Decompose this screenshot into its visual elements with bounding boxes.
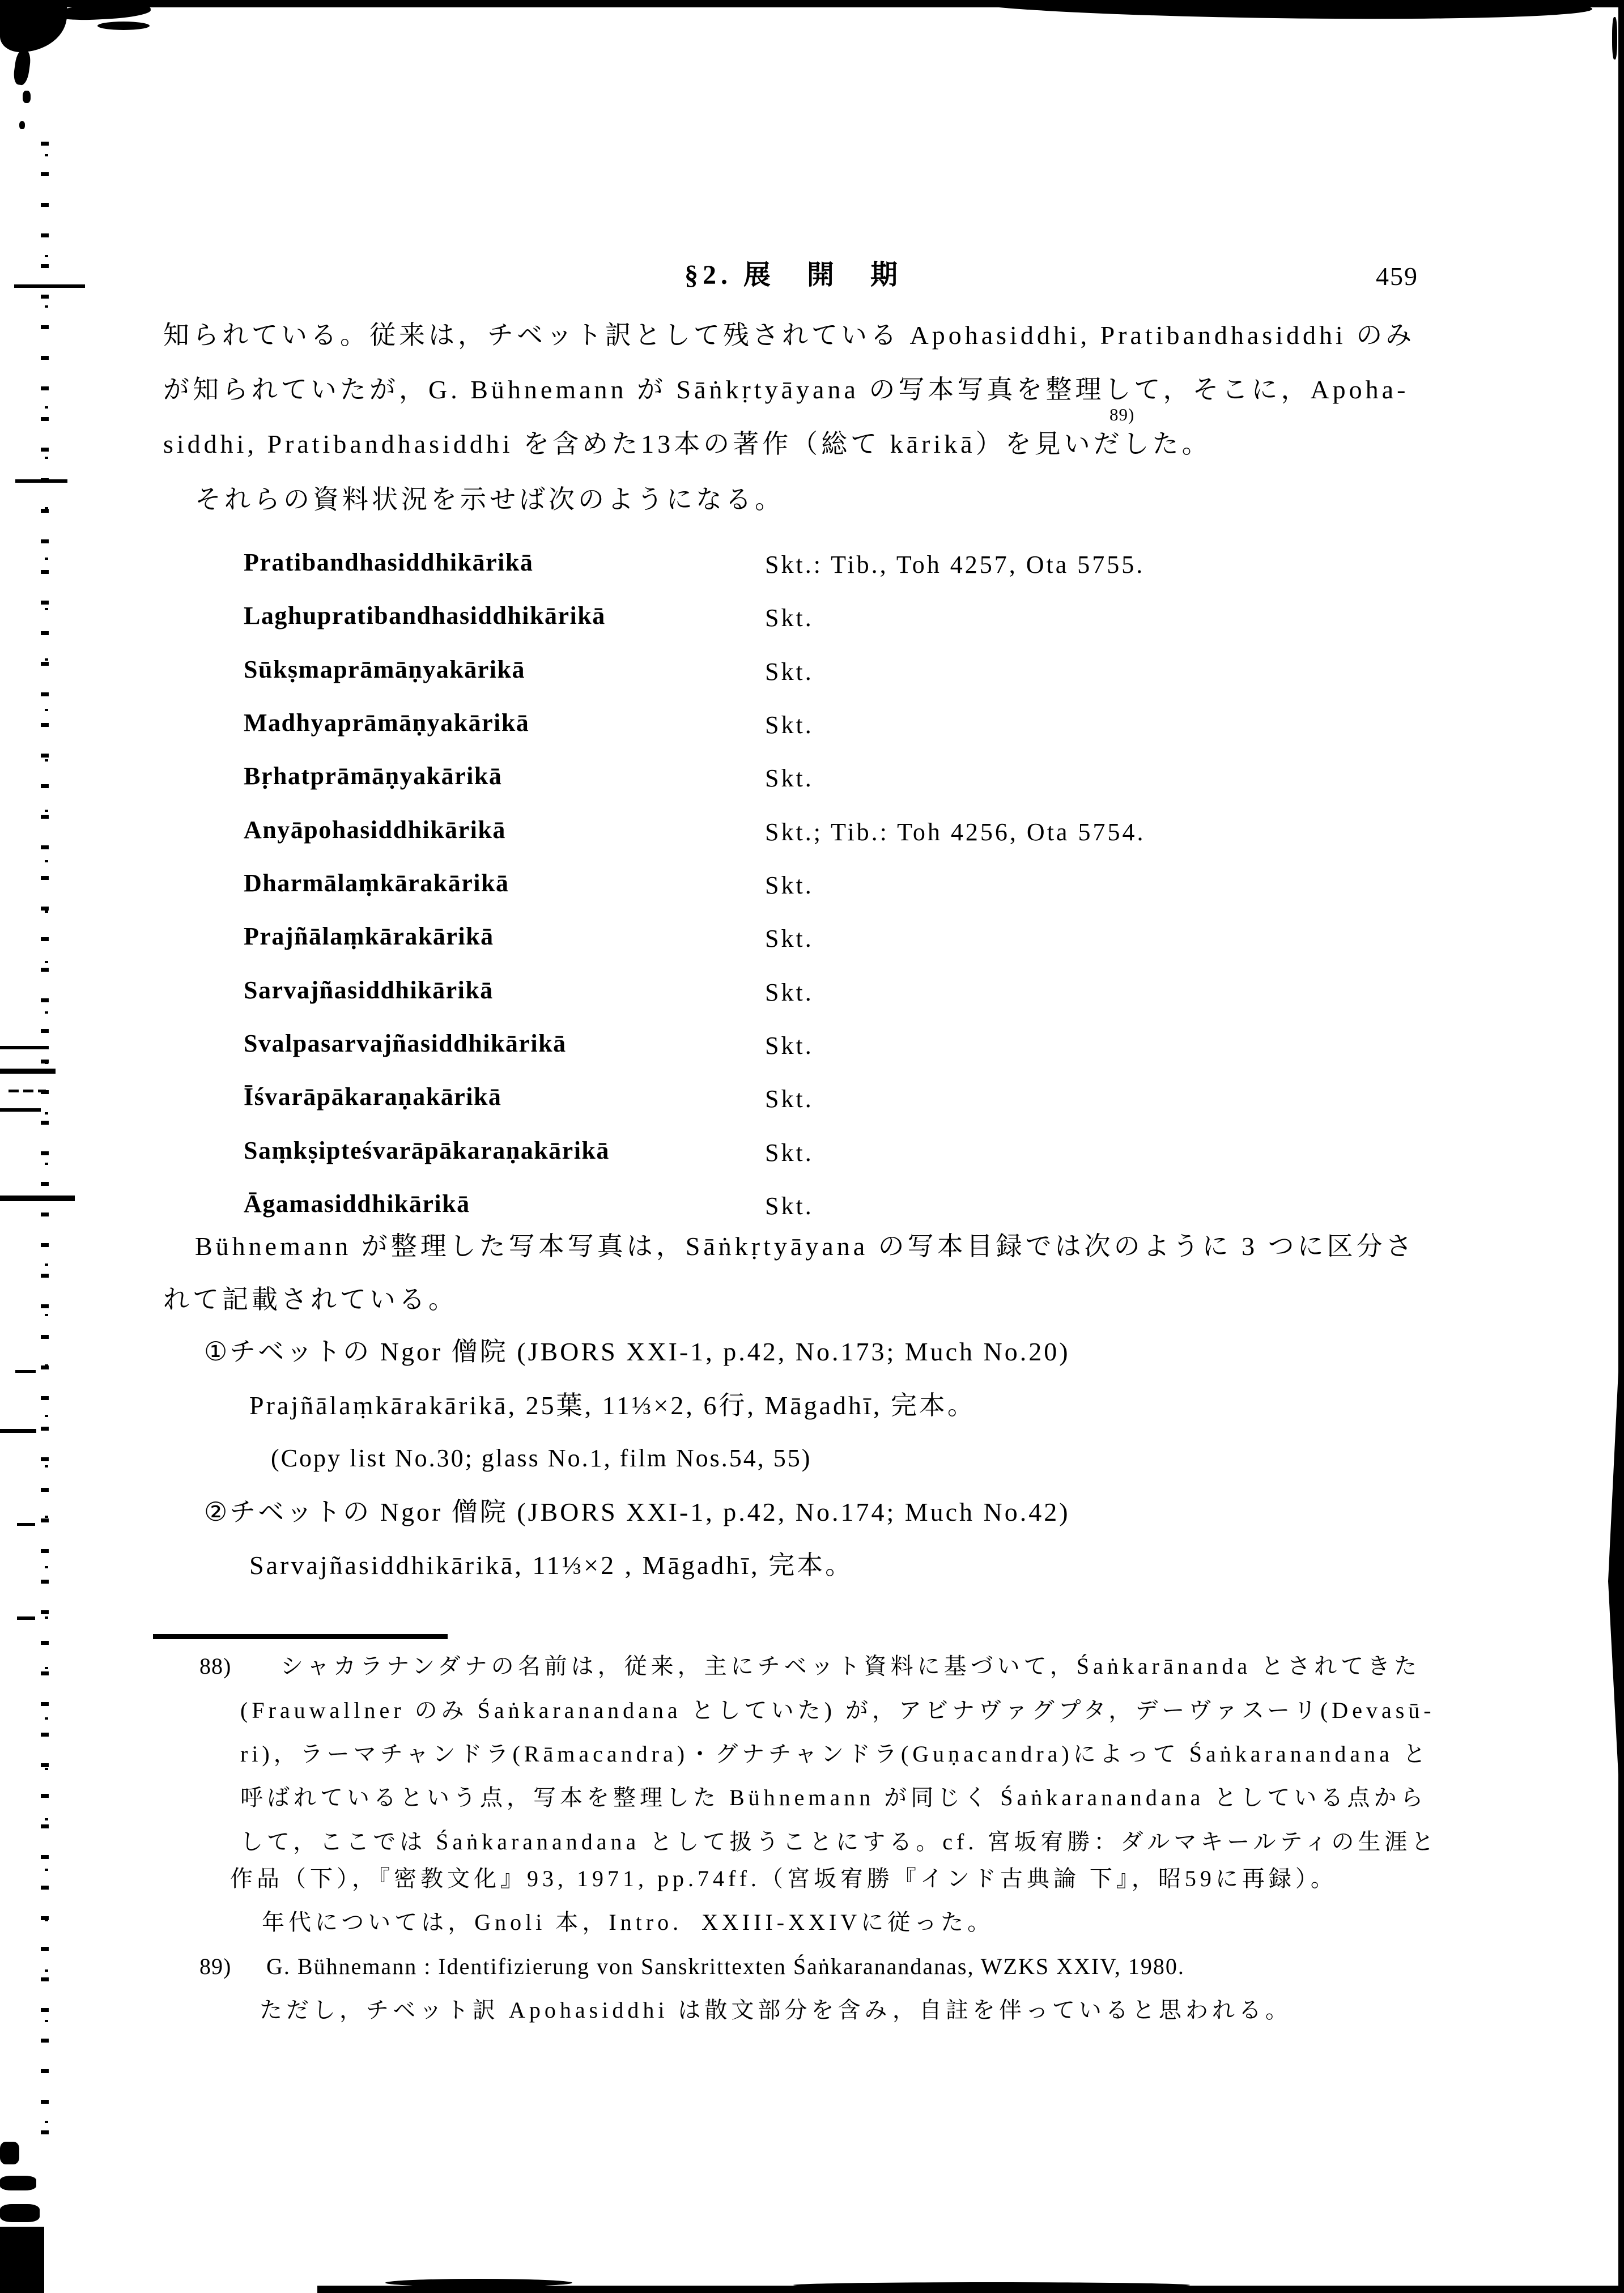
footnote-88-line: (Frauwallner のみ Śaṅkaranandana としていた) が，アビナヴァグプタ，デーヴァスーリ(Devasū- <box>240 1698 1435 1723</box>
work-availability: Skt. <box>765 658 814 686</box>
work-title: Laghupratibandhasiddhikārikā <box>244 602 606 629</box>
work-availability: Skt. <box>765 764 814 792</box>
work-row <box>0 922 1624 956</box>
footnote-reference-89: 89) <box>1109 405 1135 424</box>
scan-artifact-dash <box>0 1429 36 1433</box>
work-availability: Skt. <box>765 1032 814 1060</box>
work-title: Prajñālaṃkārakārikā <box>244 922 494 950</box>
work-availability: Skt. <box>765 711 814 739</box>
work-row <box>0 1190 1624 1224</box>
intro-line: 知られている。従来は，チベット訳として残されている Apohasiddhi, Pratibandhasiddhi のみ <box>163 321 1415 350</box>
scan-artifact-bottom-hump <box>793 2282 1190 2288</box>
work-row <box>0 816 1624 850</box>
footnote-88-line: シャカラナンダナの名前は，従来，主にチベット資料に基づいて，Śaṅkarānanda とされてきた <box>280 1653 1421 1679</box>
footnote-88-line: 年代については，Gnoli 本，Intro. XXIII-XXIVに従った。 <box>262 1909 994 1935</box>
catalog-entry-1-heading: ①チベットの Ngor 僧院 (JBORS XXI-1, p.42, No.173; Much No.20) <box>204 1337 1070 1366</box>
work-availability: Skt.: Tib., Toh 4257, Ota 5755. <box>765 551 1145 578</box>
work-title: Saṃkṣipteśvarāpākaraṇakārikā <box>244 1137 610 1164</box>
scan-artifact-top-left-streak <box>12 49 32 86</box>
work-availability: Skt.; Tib.: Toh 4256, Ota 5754. <box>765 818 1146 846</box>
work-row <box>0 602 1624 636</box>
scan-artifact-top-left-mark <box>19 121 25 129</box>
scan-artifact-bottom-hump <box>385 2279 572 2287</box>
scan-artifact-dash <box>15 1370 36 1373</box>
scan-artifact-dash <box>0 1069 56 1074</box>
work-availability: Skt. <box>765 1139 814 1167</box>
catalog-entry-2-heading: ②チベットの Ngor 僧院 (JBORS XXI-1, p.42, No.174; Much No.42) <box>204 1498 1070 1526</box>
footnote-88-line: 作品（下），『密教文化』93, 1971, pp.74ff.（宮坂宥勝『インド古典論 下』，昭59に再録）。 <box>230 1866 1337 1891</box>
scan-artifact-top-left-streak <box>97 22 150 30</box>
footnote-89-marker: 89) <box>199 1954 232 1979</box>
work-row <box>0 1137 1624 1171</box>
work-title: Anyāpohasiddhikārikā <box>244 816 506 844</box>
work-availability: Skt. <box>765 1085 814 1113</box>
scan-artifact-dash <box>17 1523 35 1526</box>
running-head-section-title: §2. 展 開 期 <box>685 260 903 290</box>
work-title: Āgamasiddhikārikā <box>244 1190 470 1218</box>
work-title: Dharmālaṃkārakārikā <box>244 869 509 897</box>
work-row <box>0 548 1624 582</box>
work-availability: Skt. <box>765 979 814 1006</box>
work-row <box>0 1029 1624 1063</box>
catalog-entry-2-detail: Sarvajñasiddhikārikā, 11⅓×2 , Māgadhī, 完本。 <box>249 1551 854 1580</box>
page-number: 459 <box>1376 262 1418 291</box>
work-title: Bṛhatprāmāṇyakārikā <box>244 762 503 790</box>
scan-artifact-top-left-blob <box>0 0 67 52</box>
footnote-88-line: 呼ばれているという点，写本を整理した Bühnemann が同じく Śaṅkaranandana としている点から <box>240 1785 1427 1810</box>
footnote-88-line: ri)，ラーマチャンドラ(Rāmacandra)・グナチャンドラ(Guṇacandra)によって Śaṅkaranandana と <box>240 1741 1430 1767</box>
work-title: Īśvarāpākaraṇakārikā <box>244 1083 502 1111</box>
scan-artifact-top-left-mark <box>23 91 31 103</box>
work-row <box>0 656 1624 690</box>
work-availability: Skt. <box>765 925 814 952</box>
scan-artifact-top-band-swell <box>958 0 1593 23</box>
work-availability: Skt. <box>765 871 814 899</box>
work-title: Sūkṣmaprāmāṇyakārikā <box>244 656 526 683</box>
work-title: Sarvajñasiddhikārikā <box>244 976 494 1004</box>
footnote-separator <box>153 1634 448 1639</box>
scan-artifact-bottom-left-mark <box>0 2204 40 2222</box>
work-row <box>0 709 1624 743</box>
scan-artifact-right-hook <box>1612 17 1617 59</box>
intro-line: が知られていたが，G. Bühnemann が Sāṅkṛtyāyana の写本写真を整理して，そこに，Apoha- <box>163 375 1409 404</box>
footnote-89-line: G. Bühnemann : Identifizierung von Sanskrittexten Śaṅkaranandanas, WZKS XXIV, 1980. <box>266 1954 1185 1979</box>
work-row <box>0 762 1624 796</box>
scan-artifact-dash <box>17 1616 35 1620</box>
work-availability: Skt. <box>765 1192 814 1220</box>
work-title: Svalpasarvajñasiddhikārikā <box>244 1029 567 1057</box>
footnote-88-line: して，ここでは Śaṅkaranandana として扱うことにする。cf. 宮坂宥勝：ダルマキールティの生涯と <box>240 1829 1438 1854</box>
work-row <box>0 976 1624 1010</box>
catalog-line: Bühnemann が整理した写本写真は，Sāṅkṛtyāyana の写本目録では次のように 3 つに区分さ <box>195 1232 1415 1261</box>
scan-artifact-dash <box>14 284 85 288</box>
work-availability: Skt. <box>765 604 814 632</box>
scan-artifact-right-wedge <box>1608 1348 1619 1796</box>
scan-artifact-bottom-left-mark <box>0 2176 36 2190</box>
work-row <box>0 869 1624 903</box>
catalog-entry-1-note: (Copy list No.30; glass No.1, film Nos.54, 55) <box>271 1444 812 1472</box>
work-title: Madhyaprāmāṇyakārikā <box>244 709 530 737</box>
scan-artifact-bottom-left-mark <box>0 2142 19 2164</box>
work-row <box>0 1083 1624 1117</box>
work-title: Pratibandhasiddhikārikā <box>244 548 534 576</box>
intro-line: それらの資料状況を示せば次のようになる。 <box>195 485 784 514</box>
footnote-88-marker: 88) <box>199 1653 232 1679</box>
intro-line: siddhi, Pratibandhasiddhi を含めた13本の著作（総て kārikā）を見いだした。 <box>163 429 1211 458</box>
footnote-89-line: ただし，チベット訳 Apohasiddhi は散文部分を含み，自註を伴っていると思われる。 <box>260 1997 1292 2023</box>
scan-artifact-dash <box>15 479 67 483</box>
catalog-line: れて記載されている。 <box>163 1285 458 1314</box>
scan-artifact-bottom-left-blob <box>0 2227 44 2293</box>
catalog-entry-1-detail: Prajñālaṃkārakārikā, 25葉, 11⅓×2, 6行, Māgadhī, 完本。 <box>249 1391 976 1420</box>
